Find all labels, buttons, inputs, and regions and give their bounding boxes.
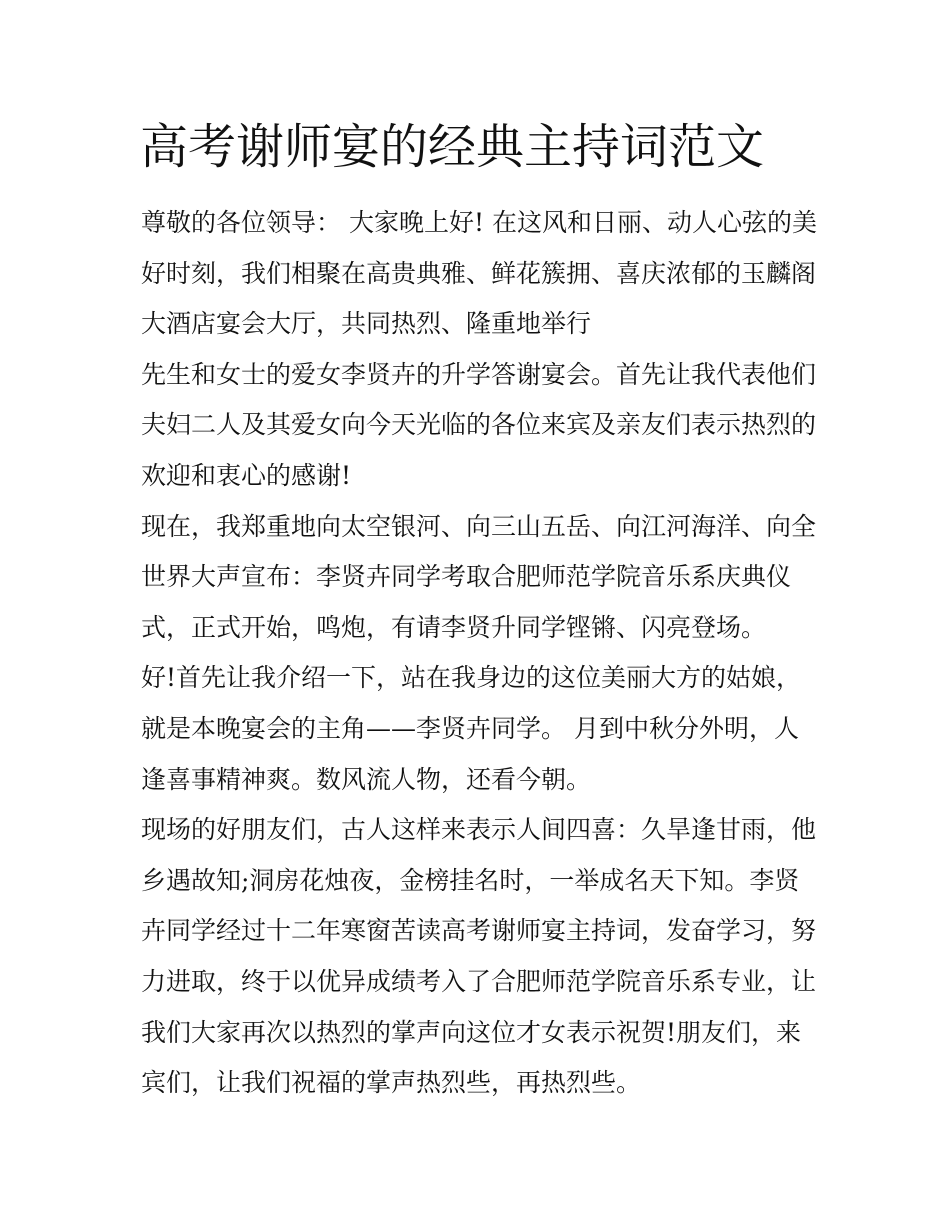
paragraph-thanks xyxy=(141,350,817,502)
paragraph-line: 就是本晚宴会的主角——李贤卉同学。 月到中秋分外明，人 xyxy=(141,713,799,743)
paragraph-line: 现在，我郑重地向太空银河、向三山五岳、向江河海洋、向全 xyxy=(141,511,817,541)
paragraph-line: 先生和女士的爱女李贤卉的升学答谢宴会。首先让我代表他们 xyxy=(141,359,817,389)
paragraph-announcement xyxy=(141,502,817,654)
paragraph-line: 世界大声宣布：李贤卉同学考取合肥师范学院音乐系庆典仪 xyxy=(141,562,792,592)
paragraph-line: 逢喜事精神爽。数风流人物，还看今朝。 xyxy=(141,764,592,794)
paragraph-line: 尊敬的各位领导： 大家晚上好! 在这风和日丽、动人心弦的美 xyxy=(141,208,817,237)
paragraph-greeting xyxy=(141,198,817,350)
paragraph-line: 好!首先让我介绍一下，站在我身边的这位美丽大方的姑娘， xyxy=(141,663,802,693)
document-title: 高考谢师宴的经典主持词范文 xyxy=(140,119,765,175)
paragraph-line: 夫妇二人及其爱女向今天光临的各位来宾及亲友们表示热烈的 xyxy=(141,410,817,440)
paragraph-line: 力进取，终于以优异成绩考入了合肥师范学院音乐系专业，让 xyxy=(141,966,817,996)
paragraph-line: 乡遇故知;洞房花烛夜，金榜挂名时，一举成名天下知。李贤 xyxy=(141,865,800,895)
paragraph-line: 式，正式开始，鸣炮，有请李贤升同学铿锵、闪亮登场。 xyxy=(141,612,767,642)
paragraph-line: 好时刻，我们相聚在高贵典雅、鲜花簇拥、喜庆浓郁的玉麟阁 xyxy=(141,258,817,288)
paragraph-congratulations xyxy=(141,805,817,1109)
paragraph-line: 欢迎和衷心的感谢! xyxy=(141,460,352,490)
paragraph-line: 卉同学经过十二年寒窗苦读高考谢师宴主持词，发奋学习，努 xyxy=(141,916,817,946)
document-body xyxy=(141,198,817,1109)
paragraph-introduction xyxy=(141,653,817,805)
paragraph-line: 大酒店宴会大厅，共同热烈、隆重地举行 xyxy=(141,309,592,339)
paragraph-line: 我们大家再次以热烈的掌声向这位才女表示祝贺!朋友们，来 xyxy=(141,1017,802,1047)
paragraph-line: 宾们，让我们祝福的掌声热烈些，再热烈些。 xyxy=(141,1068,642,1098)
paragraph-line: 现场的好朋友们，古人这样来表示人间四喜：久旱逢甘雨，他 xyxy=(141,815,817,845)
